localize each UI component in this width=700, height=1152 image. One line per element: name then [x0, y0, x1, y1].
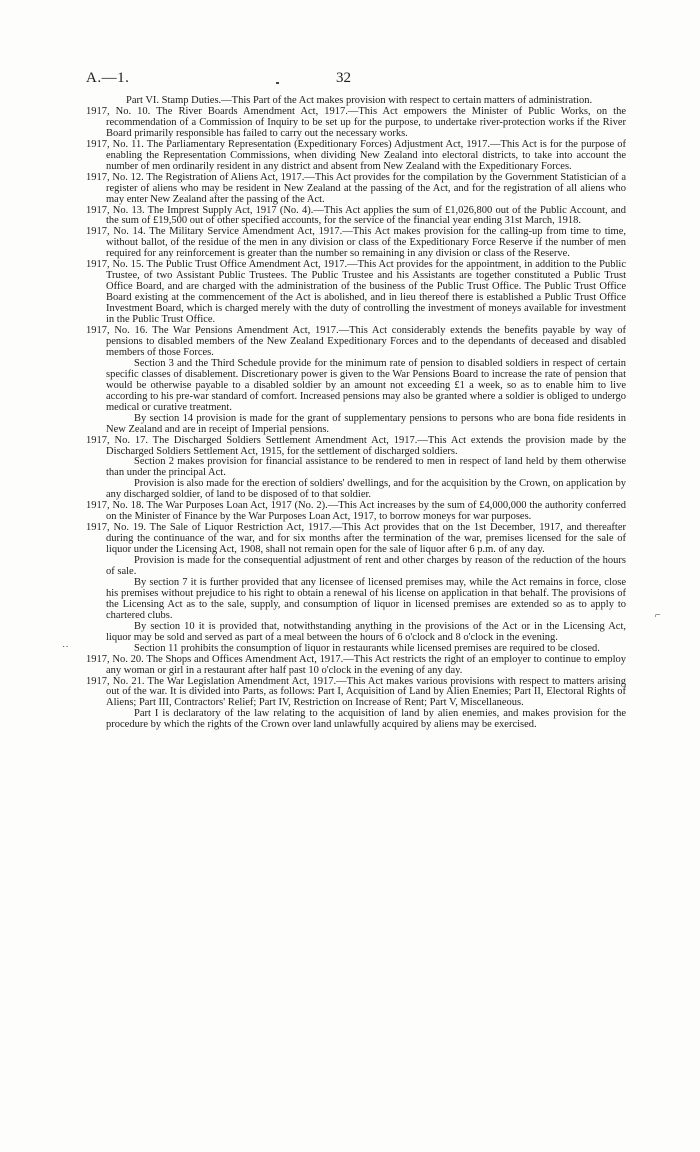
act-entry: 1917, No. 20. The Shops and Offices Amendment Act, 1917.—This Act restricts the right of an employer to continue to employ any woman or girl in a restaurant after half past 10 o'clock in the evening of any day.: [86, 653, 626, 676]
act-entry: 1917, No. 16. The War Pensions Amendment Act, 1917.—This Act considerably extends the benefits payable by way of pensions to disabled members of the New Zealand Expeditionary Forces and to the dependants of deceased and disabled members of those Forces.: [86, 325, 626, 358]
margin-mark: ⌐: [655, 610, 661, 621]
paragraph: Section 3 and the Third Schedule provide for the minimum rate of pension to disabled soldiers in respect of certain specific classes of disablement. Discretionary power is given to the War Pensions Board to increase the rate of pension that would be otherwise payable to a disabled soldier by an amount not exceeding £1 a week, so as to enable him to live according to his pre-war standard of comfort. Increased pensions may also be granted where a soldier is obliged to undergo medical or curative treatment.: [106, 357, 626, 413]
body-text: [86, 96, 626, 731]
act-entry: 1917, No. 14. The Military Service Amendment Act, 1917.—This Act makes provision for the calling-up from time to time, without ballot, of the residue of the men in any division or class of the Expeditionary Force Reserve if the number of men required for any reinforcement is greater than the number so remaining in any division or class of the Reserve.: [86, 226, 626, 260]
act-entry: 1917, No. 10. The River Boards Amendment Act, 1917.—This Act empowers the Minister of Public Works, on the recommendation of a Commission of Inquiry to be set up for the purpose, to undertake river-protection works if the River Board primarily responsible has failed to carry out the necessary works.: [86, 105, 626, 139]
paragraph: Part I is declaratory of the law relating to the acquisition of land by alien enemies, and makes provision for the procedure by which the rights of the Crown over land unlawfully acquired by aliens may be exercised.: [106, 708, 626, 731]
act-entry: 1917, No. 18. The War Purposes Loan Act, 1917 (No. 2).—This Act increases by the sum of £4,000,000 the authority conferred on the Minister of Finance by the War Purposes Loan Act, 1917, to borrow moneys for war purposes.: [86, 500, 626, 523]
ink-speck: [276, 82, 279, 84]
act-entry: 1917, No. 19. The Sale of Liquor Restriction Act, 1917.—This Act provides that on the 1st December, 1917, and thereafter during the continuance of the war, and for six months after the termination of the war, premises licensed for the sale of liquor under the Licensing Act, 1908, shall not remain open for the sale of liquor after 6 p.m. of any day.: [86, 522, 626, 556]
paragraph: Section 11 prohibits the consumption of liquor in restaurants while licensed premises are required to be closed.: [134, 642, 600, 654]
paragraph: Provision is made for the consequential adjustment of rent and other charges by reason of the reduction of the hours of sale.: [106, 555, 626, 577]
page-number: 32: [336, 70, 351, 86]
act-entry: 1917, No. 11. The Parliamentary Representation (Expeditionary Forces) Adjustment Act, 1917.—This Act is for the purpose of enabling the Representation Commissions, when dividing New Zealand into electoral districts, to take into account the number of men ordinarily resident in any district and absent from New Zealand with the Expeditionary Forces.: [86, 138, 626, 172]
act-entry: 1917, No. 12. The Registration of Aliens Act, 1917.—This Act provides for the compilation by the Government Statistician of a register of aliens who may be resident in New Zealand at the passing of the Act, and for the registration of all aliens who may enter New Zealand after the passing of the Act.: [86, 171, 626, 205]
document-reference: A.—1.: [86, 70, 130, 86]
paragraph: By section 10 it is provided that, notwithstanding anything in the provisions of the Act or in the Licensing Act, liquor may be sold and served as part of a meal between the hours of 6 o'clock and 8 o'clock in the evening.: [106, 620, 626, 643]
paragraph: Provision is also made for the erection of soldiers' dwellings, and for the acquisition by the Crown, on application by any discharged soldier, of land to be disposed of to that soldier.: [106, 478, 626, 501]
act-entry: 1917, No. 17. The Discharged Soldiers Settlement Amendment Act, 1917.—This Act extends the provision made by the Discharged Soldiers Settlement Act, 1915, for the settlement of discharged soldiers.: [86, 434, 626, 457]
paragraph: Section 2 makes provision for financial assistance to be rendered to men in respect of land held by them otherwise than under the principal Act.: [106, 456, 626, 479]
act-entry: 1917, No. 21. The War Legislation Amendment Act, 1917.—This Act makes various provisions with respect to matters arising out of the war. It is divided into Parts, as follows: Part I, Acquisition of Land by Alien Enemies; Part II, Electoral Rights of Aliens; Part III, Contractors' Relief; Part IV, Restriction on Increase of Rent; Part V, Miscellaneous.: [86, 675, 626, 709]
margin-mark: ˙˙: [62, 645, 69, 656]
paragraph: By section 14 provision is made for the grant of supplementary pensions to persons who are bona fide residents in New Zealand and are in receipt of Imperial pensions.: [106, 412, 626, 435]
act-entry: 1917, No. 15. The Public Trust Office Amendment Act, 1917.—This Act provides for the appointment, in addition to the Public Trustee, of two Assistant Public Trustees. The Public Trustee and his Assistants are together constituted a Public Trust Office Board, and are charged with the administration of the business of the Public Trust Office. The Public Trust Office Board existing at the commencement of the Act is abolished, and in lieu thereof there is established a Public Trust Office Investment Board, which is charged merely with the duty of controlling the investment of moneys available for investment in the Public Trust Office.: [86, 259, 626, 326]
paragraph: Part VI. Stamp Duties.—This Part of the Act makes provision with respect to certain matters of administration.: [126, 95, 593, 106]
page-header: [86, 70, 626, 90]
paragraph: By section 7 it is further provided that any licensee of licensed premises may, while the Act remains in force, close his premises without prejudice to his right to obtain a renewal of his license on application in that behalf. The provisions of the Licensing Act as to the sale, supply, and consumption of liquor in licensed premises are extended so as to apply to chartered clubs.: [106, 576, 626, 621]
act-entry: 1917, No. 13. The Imprest Supply Act, 1917 (No. 4).—This Act applies the sum of £1,026,800 out of the Public Account, and the sum of £19,500 out of other specified accounts, for the service of the financial year ending 31st March, 1918.: [86, 204, 626, 227]
